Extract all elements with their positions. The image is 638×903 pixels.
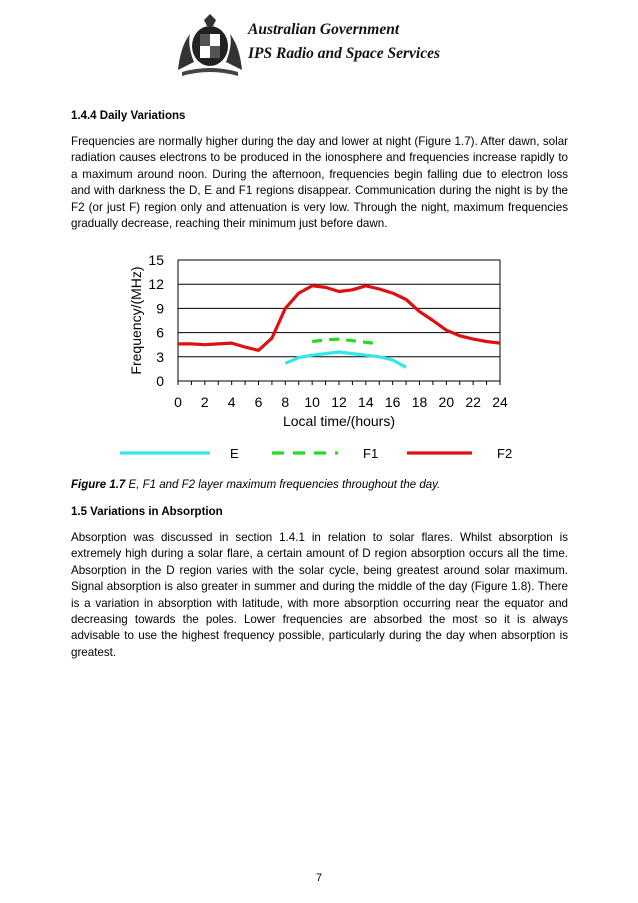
crest-quarter	[200, 34, 210, 46]
x-tick-label: 4	[227, 394, 236, 410]
wattle-icon	[182, 68, 238, 76]
agency-name	[248, 20, 440, 64]
agency-line-1: Australian Government	[248, 21, 400, 38]
x-tick-label: 10	[304, 394, 320, 410]
section-heading-absorption: 1.5 Variations in Absorption	[71, 506, 223, 518]
y-tick-label: 15	[148, 252, 164, 268]
x-tick-label: 18	[411, 394, 428, 410]
x-tick-label: 16	[384, 394, 401, 410]
x-tick-label: 6	[254, 394, 263, 410]
y-tick-label: 0	[156, 373, 164, 389]
kangaroo-icon	[178, 34, 194, 70]
x-tick-label: 24	[492, 394, 508, 410]
figure-caption	[71, 479, 440, 491]
figure-caption-text: E, F1 and F2 layer maximum frequencies throughout the day.	[125, 479, 441, 491]
y-tick-label: 3	[156, 348, 164, 365]
x-axis-title: Local time/(hours)	[282, 413, 396, 429]
y-axis-title: Frequency/(MHz)	[128, 266, 144, 375]
page-number: 7	[315, 872, 323, 884]
y-tick-label: 9	[156, 300, 164, 317]
x-tick-label: 0	[174, 394, 182, 410]
legend-label-e: E	[230, 446, 239, 461]
page-header	[170, 12, 470, 80]
x-tick-label: 2	[200, 394, 209, 410]
emu-icon	[226, 34, 242, 70]
paragraph-daily-variations: Frequencies are normally higher during the day and lower at night (Figure 1.7). After dawn, solar radiation causes electrons to be produced in the ionosphere and frequencies increase rapidly to a maximum around noon. During the afternoon, frequencies begin falling due to electron loss and with darkness the D, E and F1 regions disappear. Communication during the night is by the F2 (or just F) region only and attenuation is very low. Through the night, maximum frequencies gradually decrease, reaching their minimum just before dawn.	[71, 135, 568, 231]
crest-quarter	[210, 46, 220, 58]
coat-of-arms-icon	[170, 12, 250, 78]
agency-line-2: IPS Radio and Space Services	[248, 45, 441, 62]
series-line-e	[285, 352, 406, 367]
legend-label-f2: F2	[497, 446, 513, 461]
legend-label-f1: F1	[363, 446, 379, 461]
x-tick-label: 20	[438, 394, 455, 410]
x-tick-label: 8	[281, 394, 290, 410]
series-line-f1	[312, 339, 379, 344]
star-icon	[204, 14, 216, 26]
paragraph-absorption: Absorption was discussed in section 1.4.1 in relation to solar flares. Whilst absorption is extremely high during a solar flare, a certain amount of D region absorption occurs all the time. Absorption in the D region varies with the solar cycle, being greatest around solar maximum. Signal absorption is also greater in summer and during the middle of the day (Figure 1.8). There is a variation in absorption with latitude, with more absorption occurring near the equator and decreasing towards the poles. Lower frequencies are absorbed the most so it is always advisable to use the highest frequency possible, particularly during the day when absorption is greatest.	[71, 531, 568, 659]
x-tick-label: 12	[331, 394, 347, 410]
x-tick-label: 22	[465, 394, 481, 410]
figure-label: Figure 1.7	[71, 479, 126, 491]
y-tick-label: 6	[156, 324, 164, 341]
frequency-chart	[120, 248, 530, 470]
x-tick-label: 14	[358, 394, 374, 410]
y-tick-label: 12	[148, 276, 164, 293]
section-heading-daily-variations: 1.4.4 Daily Variations	[71, 110, 186, 122]
